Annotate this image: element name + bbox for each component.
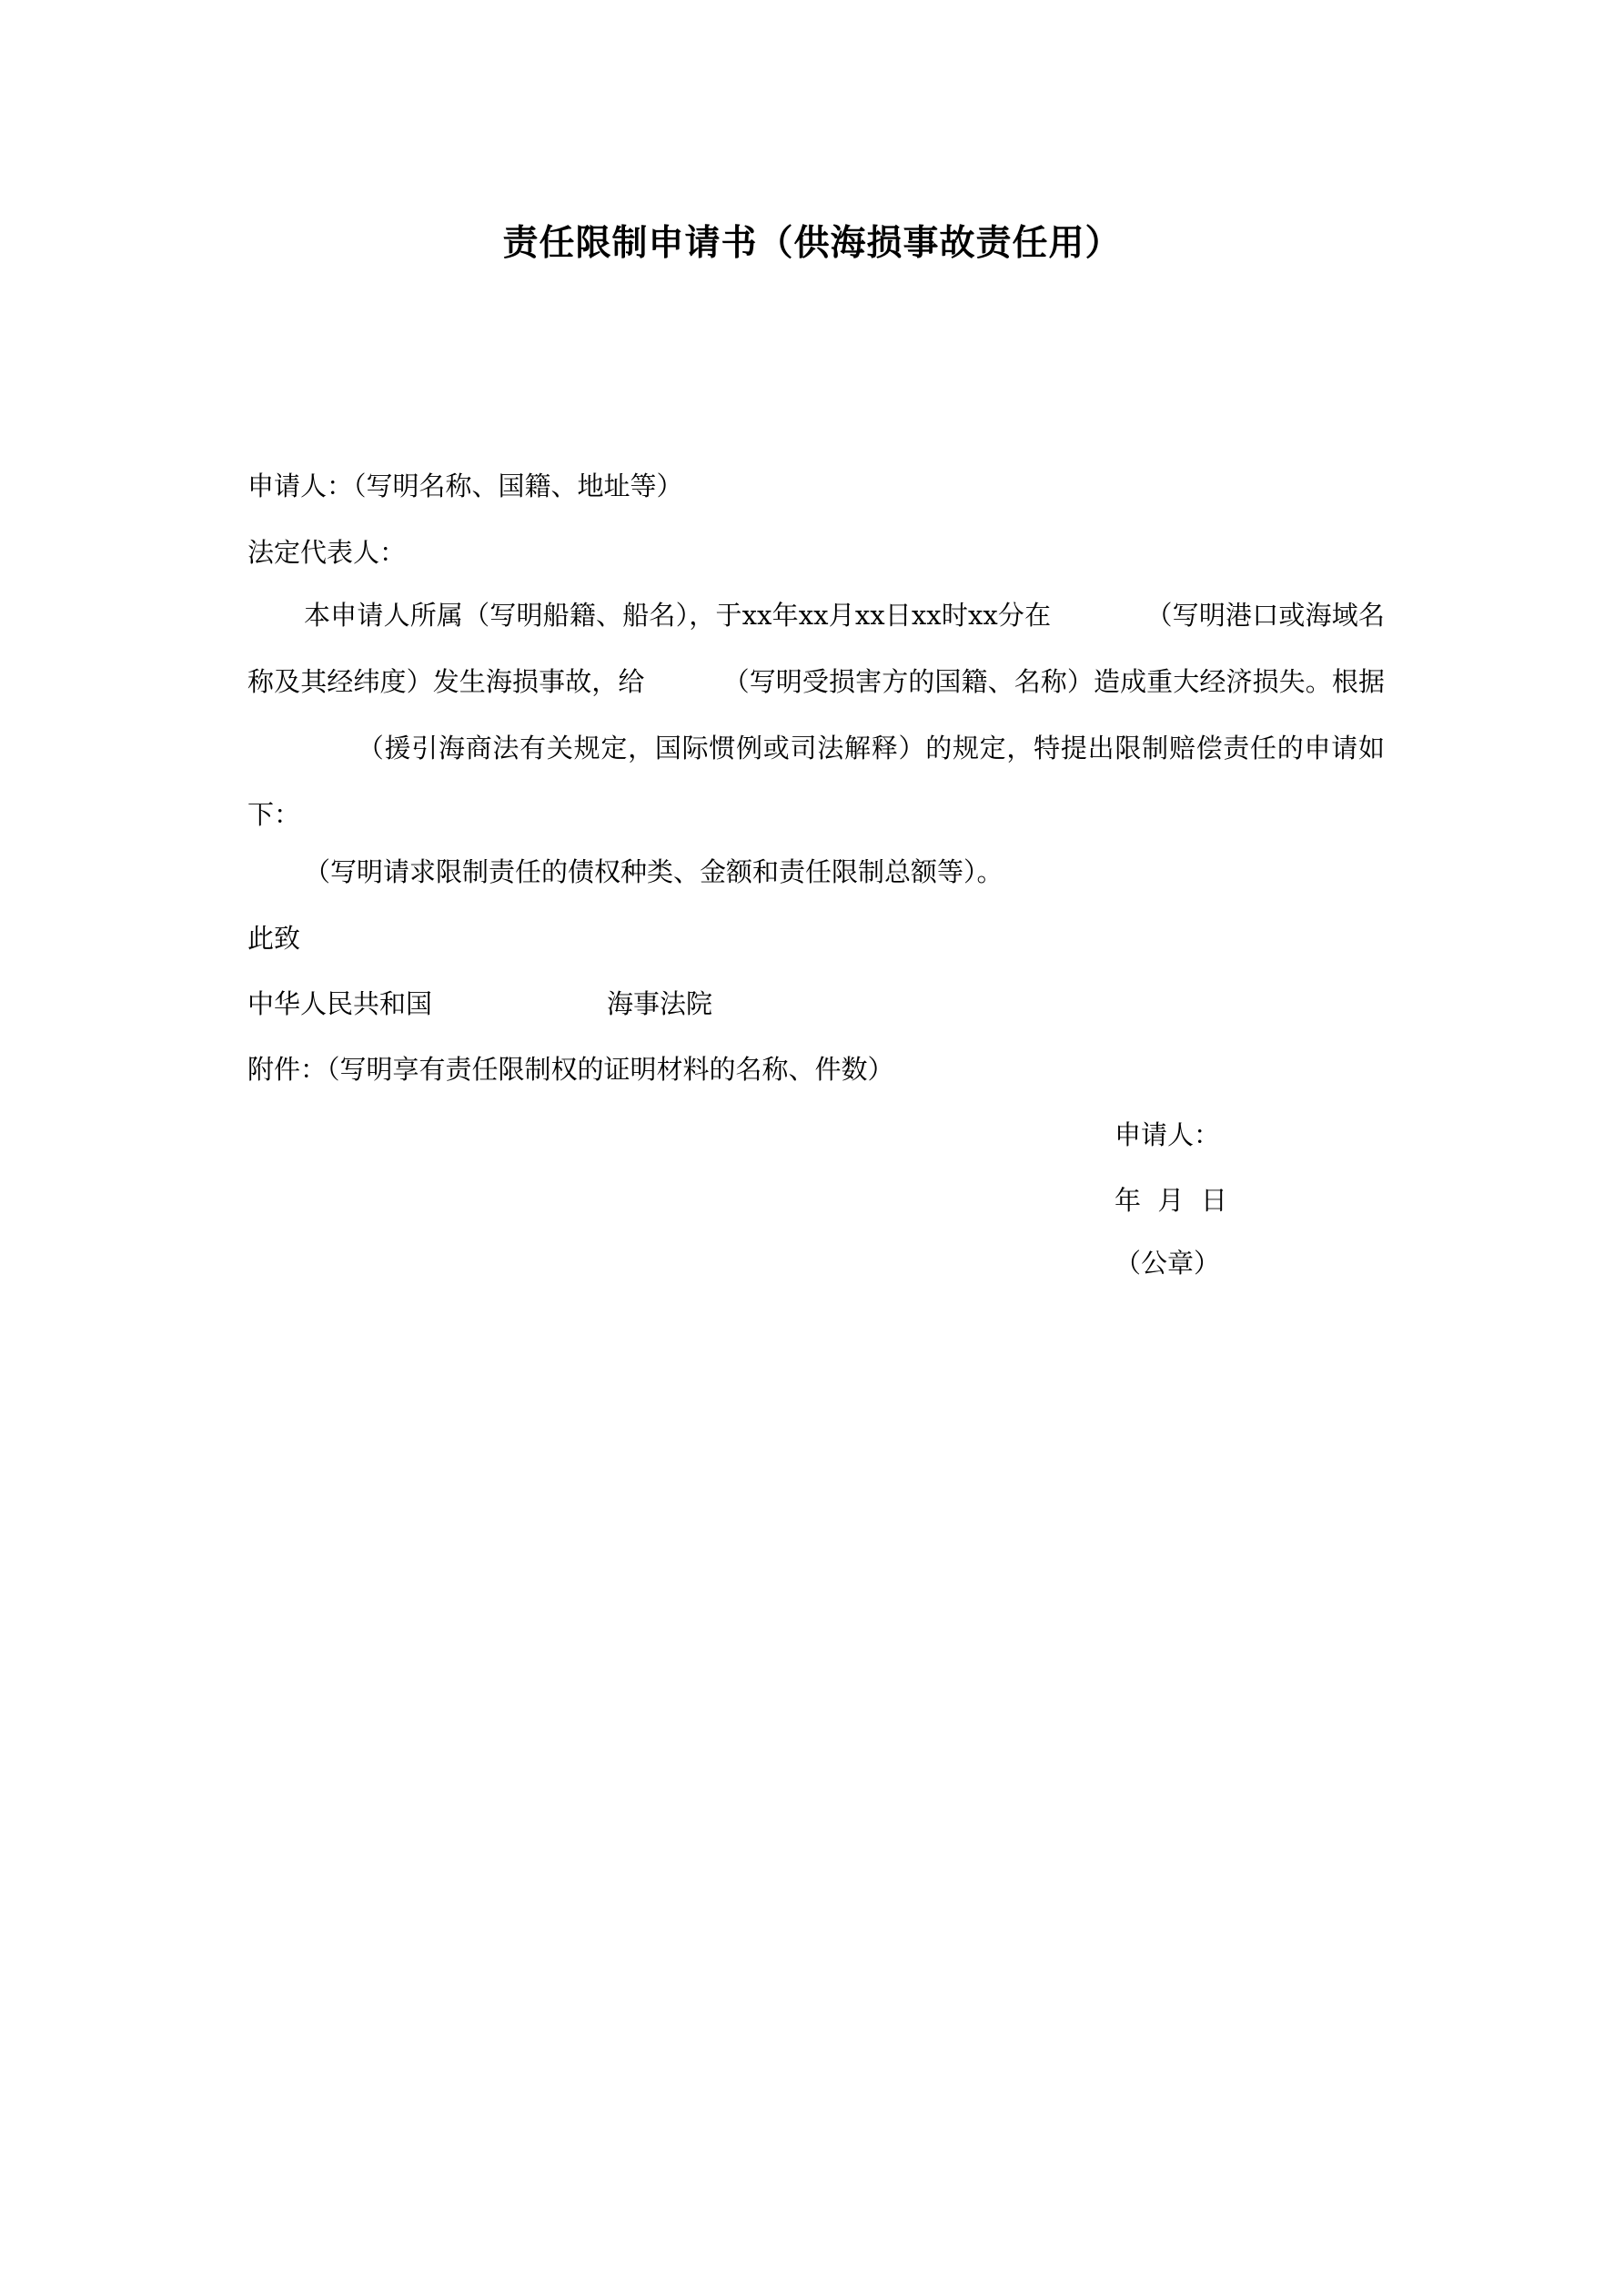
paragraph-segment-2: （写明港口或海域名称及其经纬度）发生海损事故，给 bbox=[247, 600, 1385, 697]
court-country: 中华人民共和国 bbox=[247, 988, 433, 1019]
applicant-line: 申请人：（写明名称、国籍、地址等） bbox=[247, 470, 683, 501]
court-line bbox=[247, 986, 712, 1022]
salutation-line: 此致 bbox=[247, 923, 301, 954]
paragraph-segment-3: （写明受损害方的国籍、名称）造成重大经济损失。根据 bbox=[722, 666, 1385, 697]
signature-seal: （公章） bbox=[1115, 1248, 1221, 1279]
request-line: （写明请求限制责任的债权种类、金额和责任限制总额等）。 bbox=[304, 856, 1004, 887]
paragraph-segment-1: 本申请人所属（写明船籍、船名），于xx年xx月xx日xx时xx分在 bbox=[304, 600, 1052, 631]
signature-applicant: 申请人： bbox=[1115, 1119, 1221, 1150]
attachment-line: 附件：（写明享有责任限制权的证明材料的名称、件数） bbox=[247, 1054, 894, 1085]
signature-date: 年 月 日 bbox=[1115, 1185, 1227, 1216]
legal-representative-line: 法定代表人： bbox=[247, 537, 407, 568]
main-paragraph bbox=[247, 582, 1385, 848]
page-title: 责任限制申请书（供海损事故责任用） bbox=[502, 223, 1122, 264]
paragraph-segment-4: （援引海商法有关规定，国际惯例或司法解释）的规定，特提出限制赔偿责任的申请如下： bbox=[247, 733, 1385, 830]
court-name: 海事法院 bbox=[607, 988, 713, 1019]
